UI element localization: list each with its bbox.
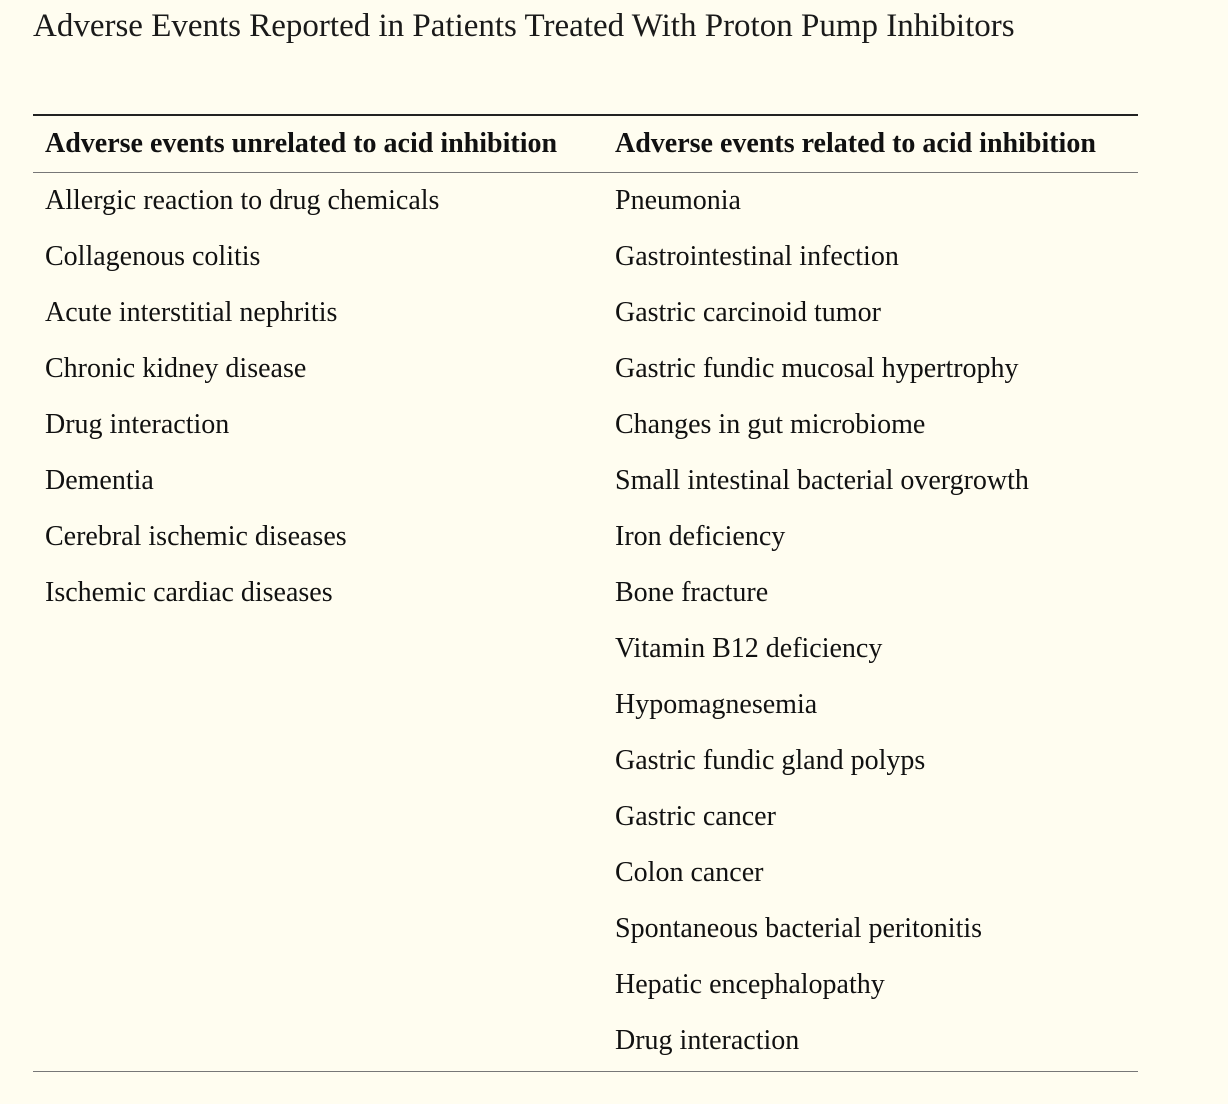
table-row <box>33 1013 1138 1069</box>
cell-unrelated: Ischemic cardiac diseases <box>45 577 333 608</box>
table-row <box>33 677 1138 733</box>
cell-unrelated: Drug interaction <box>45 409 230 440</box>
cell-related: Vitamin B12 deficiency <box>615 633 883 664</box>
table-row <box>33 173 1138 229</box>
cell-related: Hypomagnesemia <box>615 689 818 720</box>
cell-unrelated: Acute interstitial nephritis <box>45 297 338 328</box>
cell-related: Gastric fundic gland polyps <box>615 745 926 776</box>
table-row <box>33 733 1138 789</box>
cell-unrelated: Cerebral ischemic diseases <box>45 521 347 552</box>
cell-related: Bone fracture <box>615 577 769 608</box>
table-header-row <box>33 116 1138 173</box>
cell-related: Gastric cancer <box>615 801 776 832</box>
table-row <box>33 565 1138 621</box>
cell-related: Gastrointestinal infection <box>615 241 899 272</box>
table-row <box>33 901 1138 957</box>
cell-related: Gastric fundic mucosal hypertrophy <box>615 353 1019 384</box>
cell-related: Drug interaction <box>615 1025 800 1056</box>
table-row <box>33 845 1138 901</box>
cell-related: Small intestinal bacterial overgrowth <box>615 465 1029 496</box>
table-body <box>33 173 1138 1071</box>
adverse-events-table <box>33 114 1138 1072</box>
table-row <box>33 789 1138 845</box>
cell-related: Colon cancer <box>615 857 764 888</box>
header-related: Adverse events related to acid inhibition <box>615 128 1096 159</box>
cell-related: Hepatic encephalopathy <box>615 969 885 1000</box>
cell-related: Iron deficiency <box>615 521 786 552</box>
cell-related: Spontaneous bacterial peritonitis <box>615 913 983 944</box>
table-row <box>33 229 1138 285</box>
table-title: Adverse Events Reported in Patients Treated With Proton Pump Inhibitors <box>33 8 1015 44</box>
cell-related: Gastric carcinoid tumor <box>615 297 881 328</box>
table-row <box>33 957 1138 1013</box>
table-bottom-rule <box>33 1071 1138 1072</box>
table-row <box>33 397 1138 453</box>
table-row <box>33 341 1138 397</box>
cell-related: Pneumonia <box>615 185 741 216</box>
header-unrelated: Adverse events unrelated to acid inhibition <box>45 128 558 159</box>
cell-unrelated: Allergic reaction to drug chemicals <box>45 185 440 216</box>
cell-unrelated: Dementia <box>45 465 154 496</box>
table-row <box>33 453 1138 509</box>
table-row <box>33 285 1138 341</box>
cell-related: Changes in gut microbiome <box>615 409 926 440</box>
table-row <box>33 621 1138 677</box>
table-row <box>33 509 1138 565</box>
cell-unrelated: Collagenous colitis <box>45 241 261 272</box>
cell-unrelated: Chronic kidney disease <box>45 353 307 384</box>
